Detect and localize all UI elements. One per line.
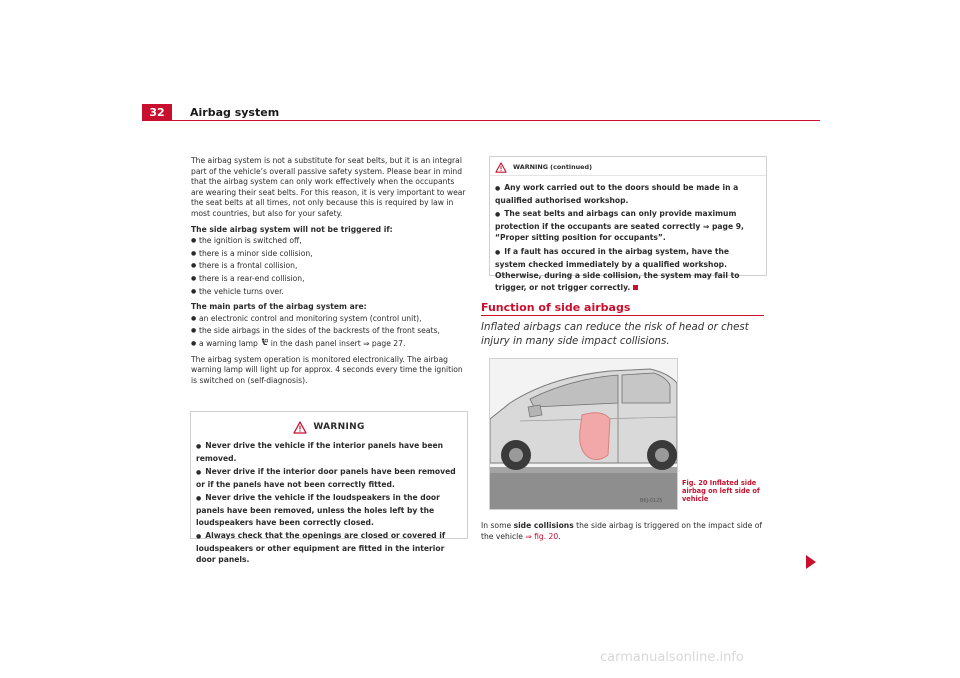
- next-page-arrow-icon[interactable]: [806, 555, 816, 569]
- list-item: ● the side airbags in the sides of the backrests of the front seats,: [191, 325, 467, 338]
- figure-caption: Fig. 20 Inflated side airbag on left side of vehicle: [682, 479, 760, 503]
- section-rule: [481, 315, 764, 316]
- warning-list: [196, 440, 462, 566]
- list-item: ● The seat belts and airbags can only provide maximum protection if the occupants are seated correctly ⇒ page 9, “Proper sitting position for occupants”.: [495, 208, 761, 244]
- page-number: 32: [142, 104, 172, 121]
- not-triggered-list: [191, 235, 467, 298]
- list-item: ● there is a rear-end collision,: [191, 273, 467, 286]
- main-parts-list: [191, 313, 467, 351]
- header-rule: [172, 120, 820, 121]
- not-triggered-heading: The side airbag system will not be triggered if:: [191, 224, 393, 234]
- main-parts-heading: The main parts of the airbag system are:: [191, 302, 367, 312]
- body-text-end: .: [558, 531, 561, 541]
- list-item: ● Any work carried out to the doors should be made in a qualified authorised workshop.: [495, 182, 761, 206]
- figure-code: B6J-0125: [640, 498, 663, 504]
- figure-reference-link[interactable]: ⇒ fig. 20: [525, 531, 559, 541]
- warning-continued-box: [489, 156, 767, 292]
- end-of-section-icon: [633, 285, 638, 290]
- list-item: ● Never drive the vehicle if the loudspeakers in the door panels have been removed, unless the holes left by the loudspeakers have been correctly closed.: [196, 492, 462, 528]
- warning-box: [190, 411, 468, 565]
- running-header-title: Airbag system: [190, 106, 280, 119]
- list-item: ● Never drive if the interior door panels have been removed or if the panels have not been correctly fitted.: [196, 466, 462, 490]
- warning-body: [191, 436, 467, 566]
- figure-side-airbag: [489, 358, 678, 510]
- warning-triangle-icon: [495, 162, 507, 173]
- lamp-item-text-pre: a warning lamp: [199, 338, 261, 348]
- diagnosis-paragraph: The airbag system operation is monitored electronically. The airbag warning lamp will light up for approx. 4 seconds every time the ignition is switched on (self-diagnosis).: [191, 354, 463, 385]
- list-item: ● Always check that the openings are closed or covered if loudspeakers or other equipment are fitted in the interior door panels.: [196, 530, 462, 566]
- section-lead: Inflated airbags can reduce the risk of head or chest injury in many side impact collisions.: [481, 322, 749, 347]
- body-text-bold: side collisions: [513, 521, 574, 530]
- car-side-airbag-illustration: [490, 359, 677, 509]
- warning-header: [191, 412, 467, 436]
- list-item: ● the vehicle turns over.: [191, 286, 467, 299]
- body-paragraph: [481, 521, 766, 542]
- lamp-item-text-post: in the dash panel insert ⇒ page 27.: [268, 338, 406, 348]
- list-item: ● there is a minor side collision,: [191, 248, 467, 261]
- warning-triangle-icon: [293, 421, 307, 434]
- list-item-text: If a fault has occured in the airbag system, have the system checked immediately by a qualified workshop. Otherwise, during a side collision, the system may fail to trigger, or not trigger correctly.: [495, 246, 740, 292]
- list-item: ● an electronic control and monitoring system (control unit),: [191, 313, 467, 326]
- list-item: [191, 338, 467, 351]
- left-column: [191, 156, 467, 386]
- warning-continued-body: [490, 176, 766, 293]
- warning-continued-list: [495, 182, 761, 293]
- intro-paragraph: The airbag system is not a substitute for seat belts, but it is an integral part of the vehicle’s overall passive safety system. Please bear in mind that the airbag system can only work effectively when the occupants are wearing their seat belts. For this reason, it is very important to wear the seat belts at all times, not only because this is required by law in most countries, but also for your safety.: [191, 156, 466, 218]
- warning-title: WARNING: [313, 422, 365, 432]
- list-item: ● Never drive the vehicle if the interior panels have been removed.: [196, 440, 462, 464]
- body-text-pre: In some: [481, 521, 514, 530]
- footer-watermark: carmanualsonline.info: [600, 650, 744, 665]
- list-item: ● there is a frontal collision,: [191, 260, 467, 273]
- section-title: Function of side airbags: [481, 301, 631, 314]
- list-item: [495, 246, 761, 293]
- body-text-mid: the side airbag is triggered on the impact side of the vehicle: [481, 521, 763, 541]
- warning-continued-title: WARNING (continued): [513, 163, 592, 171]
- warning-continued-header: [490, 157, 766, 176]
- list-item: ● the ignition is switched off,: [191, 235, 467, 248]
